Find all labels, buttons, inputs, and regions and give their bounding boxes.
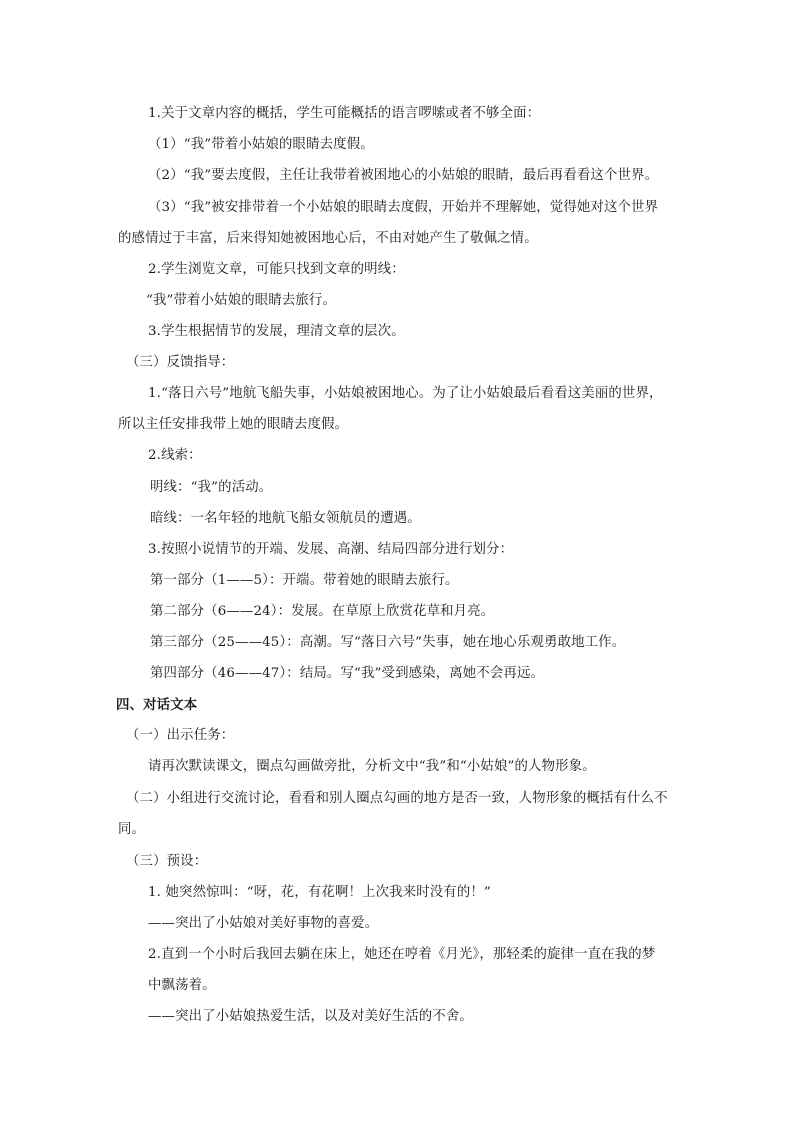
text-line: 中飘荡着。 <box>148 978 216 993</box>
text-line: 第二部分（6——24）：发展。在草原上欣赏花草和月亮。 <box>150 604 495 619</box>
text-line: 2.直到一个小时后我回去躺在床上，她还在哼着《月光》，那轻柔的旋律一直在我的梦 <box>148 947 656 962</box>
text-line: 请再次默读课文，圈点勾画做旁批，分析文中“我”和“小姑娘”的人物形象。 <box>148 759 596 774</box>
text-line: 2.线索： <box>148 448 202 463</box>
text-line: （3）“我”被安排带着一个小姑娘的眼睛去度假，开始并不理解她，觉得她对这个世界 <box>148 200 659 215</box>
subheading: （二）小组进行交流讨论，看看和别人圈点勾画的地方是否一致，人物形象的概括有什么不 <box>126 791 668 806</box>
text-line: 1.关于文章内容的概括，学生可能概括的语言啰嗦或者不够全面： <box>148 106 541 121</box>
text-line: 的感情过于丰富，后来得知她被困地心后，不由对她产生了敬佩之情。 <box>118 231 538 246</box>
subheading: （一）出示任务： <box>126 728 235 743</box>
text-line: 同。 <box>118 822 146 837</box>
text-line: （2）“我”要去度假，主任让我带着被困地心的小姑娘的眼睛，最后再看看这个世界。 <box>148 168 659 183</box>
text-line: ——突出了小姑娘热爱生活，以及对美好生活的不舍。 <box>148 1009 473 1024</box>
text-line: 2.学生浏览文章，可能只找到文章的明线： <box>148 262 405 277</box>
text-line: ——突出了小姑娘对美好事物的喜爱。 <box>148 916 379 931</box>
text-line: 3.学生根据情节的发展，理清文章的层次。 <box>148 324 405 339</box>
subheading: （三）预设： <box>126 854 208 869</box>
text-line: 第三部分（25——45）：高潮。写“落日六号”失事，她在地心乐观勇敢地工作。 <box>150 635 626 650</box>
text-line: 暗线：一名年轻的地航飞船女领航员的遭遇。 <box>150 511 421 526</box>
subheading: （三）反馈指导： <box>126 355 235 370</box>
text-line: 第一部分（1——5）：开端。带着她的眼睛去旅行。 <box>150 573 459 588</box>
text-line: “我”带着小姑娘的眼睛去旅行。 <box>146 293 337 308</box>
text-line: 1. 她突然惊叫：“呀，花，有花啊！上次我来时没有的！” <box>148 885 491 900</box>
text-line: （1）“我”带着小姑娘的眼睛去度假。 <box>148 137 374 152</box>
text-line: 第四部分（46——47）：结局。写“我”受到感染，离她不会再远。 <box>150 666 545 681</box>
text-line: 3.按照小说情节的开端、发展、高潮、结局四部分进行划分： <box>148 542 514 557</box>
text-line: 所以主任安排我带上她的眼睛去度假。 <box>118 417 349 432</box>
text-line: 1.“落日六号”地航飞船失事，小姑娘被困地心。为了让小姑娘最后看看这美丽的世界， <box>148 386 663 401</box>
section-heading: 四、对话文本 <box>116 697 198 713</box>
text-line: 明线：“我”的活动。 <box>150 480 273 495</box>
